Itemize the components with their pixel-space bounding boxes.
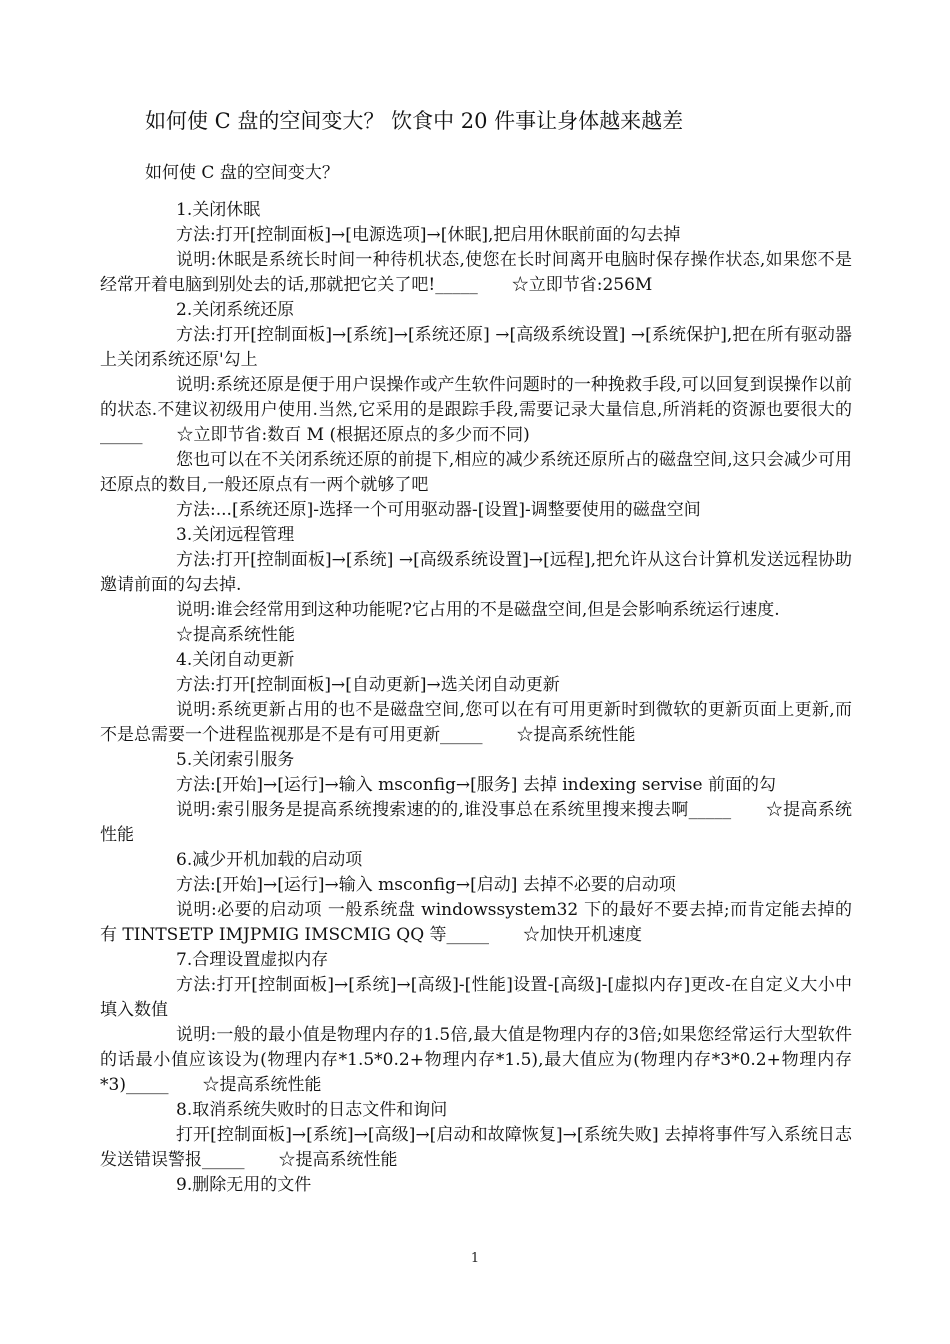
- paragraph: 打开[控制面板]→[系统]→[高级]→[启动和故障恢复]→[系统失败] 去掉将事件写入系统日志发送错误警报_____ ☆提高系统性能: [100, 1125, 852, 1170]
- section-heading: 6.减少开机加载的启动项: [176, 850, 363, 870]
- paragraph: 方法:[开始]→[运行]→输入 msconfig→[启动] 去掉不必要的启动项: [176, 875, 676, 895]
- paragraph: 说明:休眠是系统长时间一种待机状态,使您在长时间离开电脑时保存操作状态,如果您不是经常开着电脑到别处去的话,那就把它关了吧!_____ ☆立即节省:256M: [100, 250, 852, 295]
- paragraph: 方法:...[系统还原]-选择一个可用驱动器-[设置]-调整要使用的磁盘空间: [176, 500, 701, 520]
- section-heading: 5.关闭索引服务: [176, 750, 295, 770]
- section-heading: 4.关闭自动更新: [176, 650, 295, 670]
- paragraph: 方法:打开[控制面板]→[电源选项]→[休眠],把启用休眠前面的勾去掉: [176, 225, 681, 245]
- paragraph: 说明:索引服务是提高系统搜索速的的,谁没事总在系统里搜来搜去啊_____ ☆提高系统性能: [100, 800, 852, 845]
- section-heading: 2.关闭系统还原: [176, 300, 295, 320]
- paragraph: 方法:打开[控制面板]→[自动更新]→选关闭自动更新: [176, 675, 560, 695]
- paragraph: 说明:必要的启动项 一般系统盘 windowssystem32 下的最好不要去掉;而肯定能去掉的有 TINTSETP IMJPMIG IMSCMIG QQ 等_____ ☆加快开机速度: [100, 900, 852, 945]
- section-heading: 1.关闭休眠: [176, 200, 261, 220]
- paragraph: 说明:系统更新占用的也不是磁盘空间,您可以在有可用更新时到微软的更新页面上更新,而不是总需要一个进程监视那是不是有可用更新_____ ☆提高系统性能: [100, 700, 852, 745]
- paragraph: 您也可以在不关闭系统还原的前提下,相应的减少系统还原所占的磁盘空间,这只会减少可用还原点的数目,一般还原点有一两个就够了吧: [100, 450, 852, 495]
- section-heading: 7.合理设置虚拟内存: [176, 950, 329, 970]
- paragraph: ☆提高系统性能: [176, 625, 295, 645]
- paragraph: 方法:打开[控制面板]→[系统]→[系统还原] →[高级系统设置] →[系统保护],把在所有驱动器上关闭系统还原'勾上: [100, 325, 852, 370]
- paragraph: 说明:一般的最小值是物理内存的1.5倍,最大值是物理内存的3倍;如果您经常运行大型软件的话最小值应该设为(物理内存*1.5*0.2+物理内存*1.5),最大值应为(物理内存*3*0.2+物理内存*3)_____ ☆提高系统性能: [100, 1025, 852, 1095]
- paragraph: 方法:打开[控制面板]→[系统] →[高级系统设置]→[远程],把允许从这台计算机发送远程协助邀请前面的勾去掉.: [100, 550, 852, 595]
- document-body: [100, 198, 852, 1198]
- section-heading: 9.删除无用的文件: [176, 1175, 312, 1195]
- section-title: 如何使 C 盘的空间变大？: [145, 163, 339, 183]
- paragraph: 说明:谁会经常用到这种功能呢?它占用的不是磁盘空间,但是会影响系统运行速度.: [176, 600, 780, 620]
- document-title: 如何使 C 盘的空间变大？ 饮食中 20 件事让身体越来越差: [145, 109, 684, 133]
- paragraph: 方法:打开[控制面板]→[系统]→[高级]-[性能]设置-[高级]-[虚拟内存]更改-在自定义大小中填入数值: [100, 975, 852, 1020]
- page-number: 1: [470, 1251, 480, 1266]
- paragraph: 方法:[开始]→[运行]→输入 msconfig→[服务] 去掉 indexing servise 前面的勾: [176, 775, 776, 795]
- section-heading: 3.关闭远程管理: [176, 525, 295, 545]
- section-heading: 8.取消系统失败时的日志文件和询问: [176, 1100, 448, 1120]
- paragraph: 说明:系统还原是便于用户误操作或产生软件问题时的一种挽救手段,可以回复到误操作以前的状态.不建议初级用户使用.当然,它采用的是跟踪手段,需要记录大量信息,所消耗的资源也要很大的_____ ☆立即节省:数百 M (根据还原点的多少而不同): [100, 375, 852, 445]
